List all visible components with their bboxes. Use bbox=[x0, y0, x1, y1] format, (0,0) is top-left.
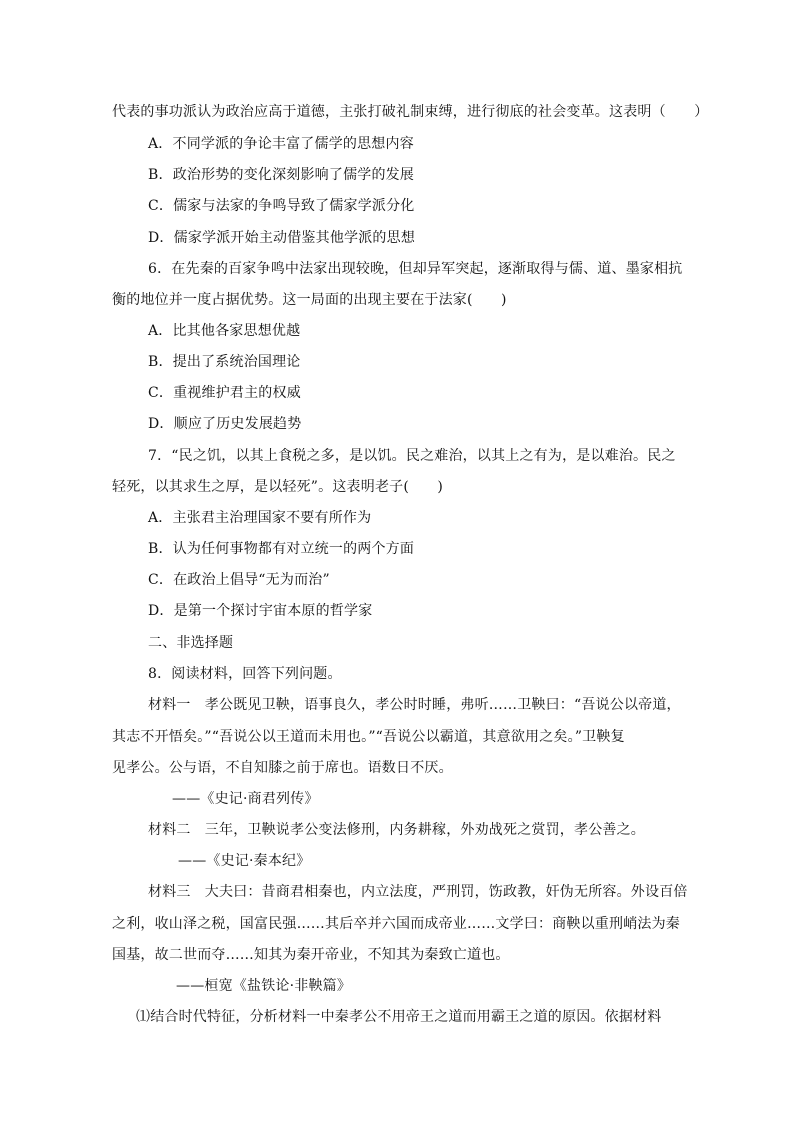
q6-option-d: D．顺应了历史发展趋势 bbox=[148, 416, 302, 432]
q7-option-b: B．认为任何事物都有对立统一的两个方面 bbox=[148, 541, 415, 557]
q8-subquestion-1: ⑴结合时代特征，分析材料一中秦孝公不用帝王之道而用霸王之道的原因。依据材料 bbox=[136, 1009, 662, 1025]
q7-option-c: C．在政治上倡导“无为而治” bbox=[148, 572, 330, 588]
q5-stem-tail: 代表的事功派认为政治应高于道德，主张打破礼制束缚，进行彻底的社会变革。这表明（ ） bbox=[112, 104, 709, 120]
material-1-line2: 其志不开悟矣。”“吾说公以王道而未用也。”“吾说公以霸道，其意欲用之矣。”卫鞅复 bbox=[112, 729, 625, 745]
material-1-line3: 见孝公。公与语，不自知膝之前于席也。语数日不厌。 bbox=[112, 760, 453, 776]
q8-stem: 8．阅读材料，回答下列问题。 bbox=[148, 666, 342, 682]
material-1-source: ——《史记·商君列传》 bbox=[172, 791, 319, 807]
material-2-line1: 材料二 三年，卫鞅说孝公变法修刑，内务耕稼，外劝战死之赏罚，孝公善之。 bbox=[148, 822, 645, 838]
q7-option-d: D．是第一个探讨宇宙本原的哲学家 bbox=[148, 603, 373, 619]
q5-option-b: B．政治形势的变化深刻影响了儒学的发展 bbox=[148, 167, 415, 183]
material-3-line1: 材料三 大夫曰：昔商君相秦也，内立法度，严刑罚，饬政教，奸伪无所容。外设百倍 bbox=[148, 884, 688, 900]
q6-option-c: C．重视维护君主的权威 bbox=[148, 385, 301, 401]
q7-option-a: A．主张君主治理国家不要有所作为 bbox=[148, 510, 372, 526]
q6-stem-line2: 衡的地位并一度占据优势。这一局面的出现主要在于法家( ) bbox=[112, 292, 507, 308]
material-1-line1: 材料一 孝公既见卫鞅，语事良久，孝公时时睡，弗听……卫鞅曰：“吾说公以帝道， bbox=[148, 697, 681, 713]
q6-option-b: B．提出了系统治国理论 bbox=[148, 354, 301, 370]
section-heading: 二、非选择题 bbox=[148, 635, 234, 651]
material-2-source: ——《史记·秦本纪》 bbox=[178, 853, 311, 869]
q7-stem-line2: 轻死，以其求生之厚，是以轻死”。这表明老子( ) bbox=[112, 479, 444, 495]
q6-option-a: A．比其他各家思想优越 bbox=[148, 323, 301, 339]
q5-option-c: C．儒家与法家的争鸣导致了儒家学派分化 bbox=[148, 198, 415, 214]
material-3-source: ——桓宽《盐铁论·非鞅篇》 bbox=[176, 978, 352, 994]
q5-option-d: D．儒家学派开始主动借鉴其他学派的思想 bbox=[148, 230, 416, 246]
q6-stem-line1: 6．在先秦的百家争鸣中法家出现较晚，但却异军突起，逐渐取得与儒、道、墨家相抗 bbox=[148, 261, 683, 277]
material-3-line2: 之利，收山泽之税，国富民强……其后卒并六国而成帝业……文学曰：商鞅以重刑峭法为秦 bbox=[112, 916, 680, 932]
q7-stem-line1: 7．“民之饥，以其上食税之多，是以饥。民之难治，以其上之有为，是以难治。民之 bbox=[148, 448, 676, 464]
q5-option-a: A．不同学派的争论丰富了儒学的思想内容 bbox=[148, 136, 414, 152]
material-3-line3: 国基，故二世而夺……知其为秦开帝业，不知其为秦致亡道也。 bbox=[112, 947, 510, 963]
